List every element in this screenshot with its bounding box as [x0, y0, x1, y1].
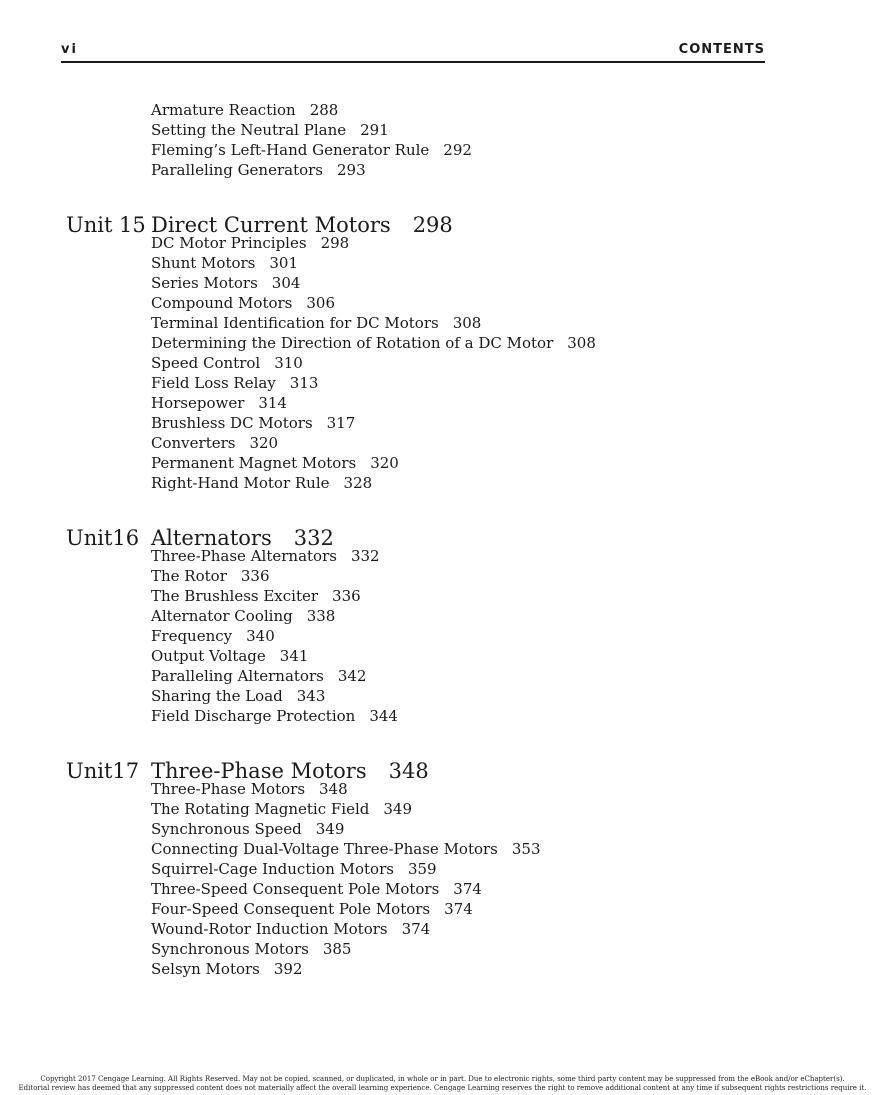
entry-title: Speed Control	[151, 354, 261, 372]
entry-title: Paralleling Generators	[151, 161, 324, 179]
toc-entry	[151, 779, 348, 799]
entry-page-number: 293	[337, 161, 366, 179]
entry-page-number: 385	[322, 940, 352, 958]
toc-entry	[151, 899, 473, 919]
entry-page-number: 308	[452, 314, 482, 332]
toc-entry	[151, 919, 430, 939]
entry-title: The Brushless Exciter	[151, 587, 319, 605]
entry-title: Terminal Identification for DC Motors	[151, 314, 439, 332]
entry-title: Three-Phase Motors	[151, 780, 306, 798]
entry-page-number: 359	[407, 860, 437, 878]
entry-page-number: 332	[350, 547, 380, 565]
toc-entry	[151, 453, 399, 473]
toc-entry	[151, 313, 481, 333]
entry-title: Alternator Cooling	[151, 607, 293, 625]
toc-entry	[151, 233, 349, 253]
toc-entry	[151, 606, 335, 626]
unit-label: Unit 15	[66, 213, 146, 237]
entry-title: Three-Phase Alternators	[151, 547, 337, 565]
entry-page-number: 336	[332, 587, 361, 605]
entry-title: Frequency	[151, 627, 233, 645]
entry-title: Synchronous Motors	[151, 940, 309, 958]
copyright-footer	[0, 1075, 885, 1093]
unit-title-text: Direct Current Motors	[151, 213, 391, 237]
toc-entry	[151, 140, 472, 160]
unit-page-number: 332	[293, 526, 334, 550]
toc-entry	[151, 293, 335, 313]
toc-entry	[151, 566, 270, 586]
unit-page-number: 298	[412, 213, 453, 237]
entry-title: Synchronous Speed	[151, 820, 302, 838]
entry-title: Right-Hand Motor Rule	[151, 474, 330, 492]
entry-page-number: 308	[567, 334, 596, 352]
entry-page-number: 313	[289, 374, 319, 392]
entry-page-number: 349	[383, 800, 413, 818]
entry-title: Determining the Direction of Rotation of a DC Motor	[151, 334, 554, 352]
entry-page-number: 310	[274, 354, 303, 372]
toc-entry	[151, 160, 366, 180]
toc-entry	[151, 546, 380, 566]
toc-entry	[151, 120, 389, 140]
entry-page-number: 336	[240, 567, 270, 585]
entry-page-number: 317	[326, 414, 356, 432]
entry-page-number: 320	[370, 454, 399, 472]
entry-title: Output Voltage	[151, 647, 266, 665]
entry-title: Sharing the Load	[151, 687, 283, 705]
entry-page-number: 342	[337, 667, 367, 685]
entry-page-number: 349	[315, 820, 345, 838]
entry-page-number: 392	[273, 960, 303, 978]
entry-title: Four-Speed Consequent Pole Motors	[151, 900, 431, 918]
entry-title: Squirrel-Cage Induction Motors	[151, 860, 394, 878]
page-header	[61, 41, 765, 63]
toc-entry	[151, 666, 366, 686]
entry-page-number: 314	[258, 394, 288, 412]
entry-page-number: 353	[511, 840, 541, 858]
entry-page-number: 348	[319, 780, 348, 798]
toc-entry	[151, 353, 303, 373]
entry-title: Fleming’s Left-Hand Generator Rule	[151, 141, 430, 159]
unit-title-text: Three-Phase Motors	[151, 759, 367, 783]
entry-page-number: 291	[360, 121, 389, 139]
entry-page-number: 292	[443, 141, 472, 159]
page-number: vi	[61, 42, 78, 57]
copyright-line-1: Copyright 2017 Cengage Learning. All Rights Reserved. May not be copied, scanned, or duplicated, in whole or in part. Due to electronic rights, some third party content may be suppressed from the eBook and/or eChapter(s).	[40, 1075, 845, 1083]
unit-page-number: 348	[388, 759, 429, 783]
entry-title: Setting the Neutral Plane	[151, 121, 347, 139]
toc-entry	[151, 333, 596, 353]
entry-title: Field Discharge Protection	[151, 707, 356, 725]
entry-title: Wound-Rotor Induction Motors	[151, 920, 388, 938]
entry-page-number: 374	[453, 880, 482, 898]
entry-title: Compound Motors	[151, 294, 293, 312]
entry-page-number: 288	[309, 101, 339, 119]
entry-title: Converters	[151, 434, 236, 452]
toc-entry	[151, 586, 361, 606]
entry-page-number: 338	[306, 607, 336, 625]
toc-entry	[151, 100, 338, 120]
unit-title-text: Alternators	[151, 526, 272, 550]
toc-entry	[151, 686, 325, 706]
entry-page-number: 374	[401, 920, 431, 938]
entry-title: Connecting Dual-Voltage Three-Phase Motors	[151, 840, 498, 858]
entry-title: Paralleling Alternators	[151, 667, 324, 685]
entry-page-number: 306	[306, 294, 336, 312]
entry-page-number: 304	[271, 274, 301, 292]
entry-page-number: 298	[320, 234, 350, 252]
entry-title: Three-Speed Consequent Pole Motors	[151, 880, 440, 898]
entry-title: Permanent Magnet Motors	[151, 454, 357, 472]
entry-page-number: 341	[279, 647, 309, 665]
entry-page-number: 343	[296, 687, 326, 705]
entry-title: Horsepower	[151, 394, 245, 412]
entry-title: Shunt Motors	[151, 254, 256, 272]
toc-entry	[151, 373, 318, 393]
entry-page-number: 320	[249, 434, 279, 452]
toc-entry	[151, 273, 300, 293]
entry-page-number: 344	[369, 707, 398, 725]
entry-page-number: 328	[343, 474, 373, 492]
entry-title: Armature Reaction	[151, 101, 296, 119]
toc-entry	[151, 799, 412, 819]
toc-entry	[151, 706, 398, 726]
toc-entry	[151, 433, 278, 453]
toc-entry	[151, 839, 541, 859]
unit-label: Unit16	[66, 526, 140, 550]
copyright-line-2: Editorial review has deemed that any suppressed content does not materially affect the overall learning experience. Cengage Learning reserves the right to remove additional content at any time if subsequent rights restrictions require it.	[18, 1084, 867, 1092]
toc-entry	[151, 819, 344, 839]
toc-entry	[151, 646, 308, 666]
entry-title: Series Motors	[151, 274, 258, 292]
running-head: CONTENTS	[678, 42, 765, 57]
entry-page-number: 374	[444, 900, 473, 918]
toc-entry	[151, 879, 482, 899]
toc-entry	[151, 393, 287, 413]
unit-label: Unit17	[66, 759, 140, 783]
entry-page-number: 340	[246, 627, 275, 645]
toc-entry	[151, 253, 298, 273]
entry-title: Selsyn Motors	[151, 960, 260, 978]
toc-entry	[151, 859, 437, 879]
toc-entry	[151, 413, 355, 433]
entry-title: Field Loss Relay	[151, 374, 276, 392]
entry-title: The Rotating Magnetic Field	[151, 800, 370, 818]
entry-page-number: 301	[269, 254, 299, 272]
entry-title: Brushless DC Motors	[151, 414, 313, 432]
toc-entry	[151, 626, 275, 646]
toc-entry	[151, 473, 372, 493]
entry-title: The Rotor	[151, 567, 227, 585]
entry-title: DC Motor Principles	[151, 234, 307, 252]
toc-entry	[151, 959, 303, 979]
toc-entry	[151, 939, 351, 959]
